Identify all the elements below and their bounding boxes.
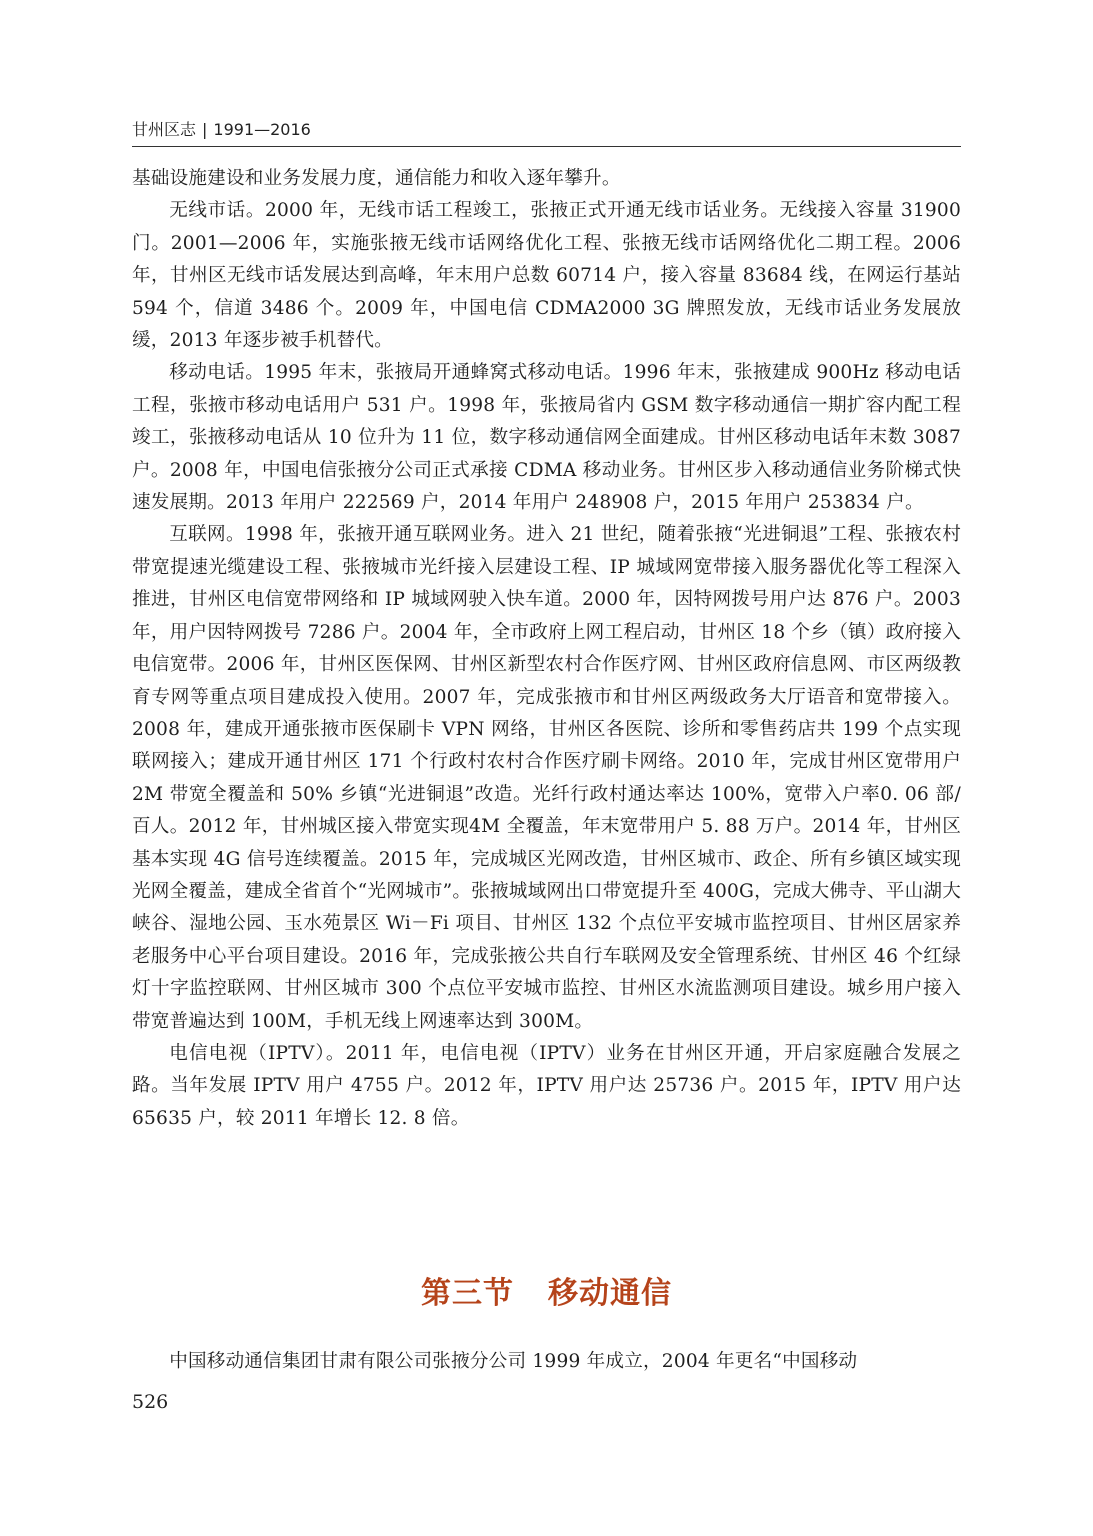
- book-title: 甘州区志: [132, 120, 197, 139]
- section-title: 移动通信: [548, 1276, 672, 1311]
- header-separator: |: [202, 120, 208, 139]
- header-years: 1991—2016: [213, 120, 311, 139]
- paragraph-internet: 互联网。1998 年，张掖开通互联网业务。进入 21 世纪，随着张掖“光进铜退”工程、张掖农村带宽提速光缆建设工程、张掖城市光纤接入层建设工程、IP 城域网宽带接入服务器优化等工程深入推进，甘州区电信宽带网络和 IP 城域网驶入快车道。2000 年，因特网拨号用户达 876 户。2003 年，用户因特网拨号 7286 户。2004 年，全市政府上网工程启动，甘州区 18 个乡（镇）政府接入电信宽带。2006 年，甘州区医保网、甘州区新型农村合作医疗网、甘州区政府信息网、市区两级教育专网等重点项目建成投入使用。2007 年，完成张掖市和甘州区两级政务大厅语音和宽带接入。2008 年，建成开通张掖市医保刷卡 VPN 网络，甘州区各医院、诊所和零售药店共 199 个点实现联网接入；建成开通甘州区 171 个行政村农村合作医疗刷卡网络。2010 年，完成甘州区宽带用户 2M 带宽全覆盖和 50% 乡镇“光进铜退”改造。光纤行政村通达率达 100%，宽带入户率0. 06 部/百人。2012 年，甘州城区接入带宽实现4M 全覆盖，年末宽带用户 5. 88 万户。2014 年，甘州区基本实现 4G 信号连续覆盖。2015 年，完成城区光网改造，甘州区城市、政企、所有乡镇区域实现光网全覆盖，建成全省首个“光网城市”。张掖城域网出口带宽提升至 400G，完成大佛寺、平山湖大峡谷、湿地公园、玉水苑景区 Wi－Fi 项目、甘州区 132 个点位平安城市监控项目、甘州区居家养老服务中心平台项目建设。2016 年，完成张掖公共自行车联网及安全管理系统、甘州区 46 个红绿灯十字监控联网、甘州区城市 300 个点位平安城市监控、甘州区水流监测项目建设。城乡用户接入带宽普遍达到 100M，手机无线上网速率达到 300M。: [132, 524, 961, 1032]
- section-number: 第三节: [421, 1276, 514, 1311]
- paragraph-continuation: 基础设施建设和业务发展力度，通信能力和收入逐年攀升。: [132, 168, 621, 189]
- paragraph-iptv: 电信电视（IPTV）。2011 年，电信电视（IPTV）业务在甘州区开通，开启家庭融合发展之路。当年发展 IPTV 用户 4755 户。2012 年，IPTV 用户达 25736 户。2015 年，IPTV 用户达 65635 户，较 2011 年增长 12. 8 倍。: [132, 1042, 961, 1129]
- page-number: 526: [132, 1391, 169, 1413]
- running-header: [132, 120, 961, 147]
- section-heading: [0, 1274, 1093, 1314]
- paragraph-china-mobile: 中国移动通信集团甘肃有限公司张掖分公司 1999 年成立，2004 年更名“中国移动: [169, 1351, 858, 1372]
- paragraph-mobile-phone: 移动电话。1995 年末，张掖局开通蜂窝式移动电话。1996 年末，张掖建成 900Hz 移动电话工程，张掖市移动电话用户 531 户。1998 年，张掖局省内 GSM 数字移动通信一期扩容内配工程竣工，张掖移动电话从 10 位升为 11 位，数字移动通信网全面建成。甘州区移动电话年末数 3087 户。2008 年，中国电信张掖分公司正式承接 CDMA 移动业务。甘州区步入移动通信业务阶梯式快速发展期。2013 年用户 222569 户，2014 年用户 248908 户，2015 年用户 253834 户。: [132, 362, 961, 514]
- paragraph-wireless-local-phone: 无线市话。2000 年，无线市话工程竣工，张掖正式开通无线市话业务。无线接入容量 31900 门。2001—2006 年，实施张掖无线市话网络优化工程、张掖无线市话网络优化二期工程。2006 年，甘州区无线市话发展达到高峰，年末用户总数 60714 户，接入容量 83684 线，在网运行基站 594 个，信道 3486 个。2009 年，中国电信 CDMA2000 3G 牌照发放，无线市话业务发展放缓，2013 年逐步被手机替代。: [132, 200, 961, 352]
- body-text: [132, 163, 961, 1135]
- section-body: [132, 1346, 961, 1378]
